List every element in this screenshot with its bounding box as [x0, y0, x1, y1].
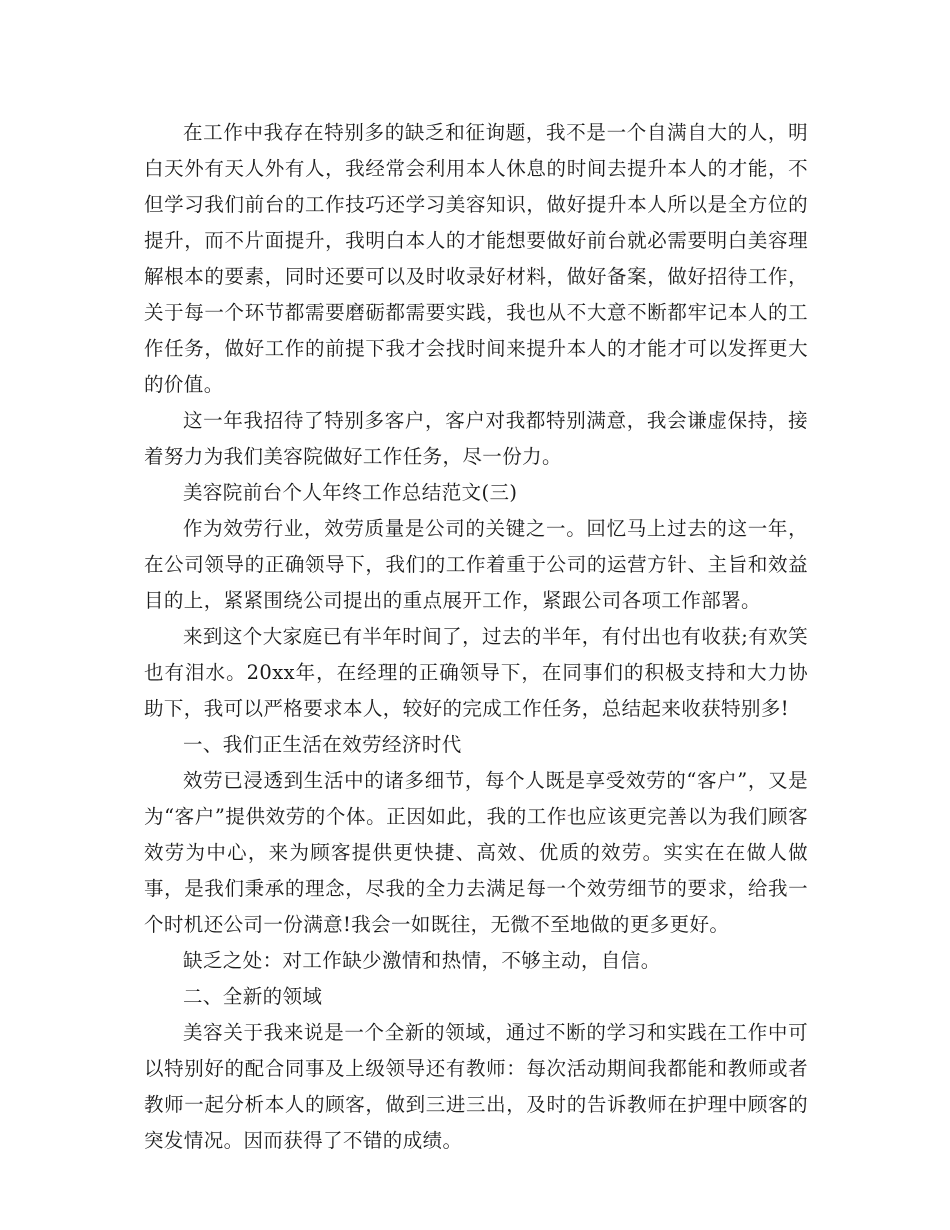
paragraph-beauty-field: 美容关于我来说是一个全新的领域，通过不断的学习和实践在工作中可以特别好的配合同事及上级领导还有教师：每次活动期间我都能和教师或者教师一起分析本人的顾客，做到三进三出，及时的告诉教师在护理中顾客的突发情况。因而获得了不错的成绩。	[144, 1021, 808, 1152]
heading-new-field: 二、全新的领域	[183, 985, 323, 1008]
document-body	[144, 115, 808, 1159]
paragraph-shortcomings: 缺乏之处：对工作缺少激情和热情，不够主动，自信。	[183, 949, 661, 972]
paragraph-service-industry: 作为效劳行业，效劳质量是公司的关键之一。回忆马上过去的这一年，在公司领导的正确领导下，我们的工作着重于公司的运营方针、主旨和效益目的上，紧紧围绕公司提出的重点展开工作，紧跟公司各项工作部署。	[144, 517, 808, 612]
paragraph-self-improvement: 在工作中我存在特别多的缺乏和征询题，我不是一个自满自大的人，明白天外有天人外有人，我经常会利用本人休息的时间去提升本人的才能，不但学习我们前台的工作技巧还学习美容知识，做好提升本人所以是全方位的提升，而不片面提升，我明白本人的才能想要做好前台就必需要明白美容理解根本的要素，同时还要可以及时收录好材料，做好备案，做好招待工作，关于每一个环节都需要磨砺都需要实践，我也从不大意不断都牢记本人的工作任务，做好工作的前提下我才会找时间来提升本人的才能才可以发挥更大的价值。	[144, 121, 808, 396]
paragraph-customers: 这一年我招待了特别多客户，客户对我都特别满意，我会谦虚保持，接着努力为我们美容院做好工作任务，尽一份力。	[144, 409, 808, 468]
heading-service-economy: 一、我们正生活在效劳经济时代	[183, 733, 462, 756]
paragraph-half-year: 来到这个大家庭已有半年时间了，过去的半年，有付出也有收获;有欢笑也有泪水。20xx年，在经理的正确领导下，在同事们的积极支持和大力协助下，我可以严格要求本人，较好的完成工作任务，总结起来收获特别多!	[144, 625, 808, 720]
paragraph-service-details: 效劳已浸透到生活中的诸多细节，每个人既是享受效劳的“客户”，又是为“客户”提供效劳的个体。正因如此，我的工作也应该更完善以为我们顾客效劳为中心，来为顾客提供更快捷、高效、优质的效劳。实实在在做人做事，是我们秉承的理念，尽我的全力去满足每一个效劳细节的要求，给我一个时机还公司一份满意!我会一如既往，无微不至地做的更多更好。	[144, 769, 808, 936]
section-title: 美容院前台个人年终工作总结范文(三)	[183, 481, 518, 504]
